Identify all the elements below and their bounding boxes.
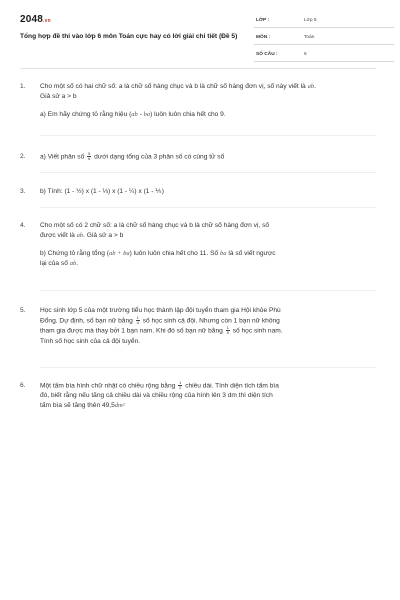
math-ab: ab <box>76 232 84 239</box>
question-body <box>40 82 376 120</box>
question-line: Cho một số có 2 chữ số: a là chữ số hàng chục và b là chữ số hàng đơn vị, số <box>40 222 270 229</box>
question-text: tấm bìa sẽ tăng thên 49,5 <box>40 402 115 410</box>
fraction <box>226 326 230 335</box>
question-number: 5. <box>20 307 26 314</box>
question-text: là số viết ngược <box>228 250 276 257</box>
logo-suffix: .vn <box>43 18 51 24</box>
meta-value: 6 <box>304 52 307 57</box>
question-line <box>40 249 376 259</box>
question-text: Đổng. Dự định, số bạn nữ bằng <box>40 317 133 325</box>
question-line <box>40 231 376 241</box>
numerator: 1 <box>136 315 139 320</box>
question-text: a) Viết phân số <box>40 153 85 161</box>
header-divider <box>20 68 376 69</box>
math-sum: ab + ba <box>108 250 130 257</box>
question-text: . Giả sử a > b <box>83 232 124 239</box>
denominator: 2 <box>179 385 182 390</box>
question-separator <box>40 172 376 173</box>
sub-question <box>40 249 376 269</box>
denominator: 4 <box>136 320 139 325</box>
question-text: dưới dạng tổng của 3 phân số có cùng tử số <box>94 153 225 161</box>
question-text: tham gia được mà thay bởi 1 bạn nam. Khi đó số bạn nữ bằng <box>40 327 223 335</box>
question-2 <box>20 152 376 162</box>
denominator: 5 <box>226 330 229 336</box>
meta-value: Lớp 5 <box>304 18 317 23</box>
question-line <box>40 259 376 269</box>
numerator: 5 <box>88 151 91 156</box>
question-line <box>40 326 376 336</box>
meta-row-count <box>254 48 394 62</box>
question-number: 4. <box>20 222 26 229</box>
question-separator <box>40 135 376 136</box>
question-text: . <box>76 260 79 267</box>
question-line <box>40 316 376 326</box>
question-number: 6. <box>20 382 26 389</box>
fraction <box>178 381 182 390</box>
question-5 <box>20 306 376 347</box>
question-6 <box>20 381 376 411</box>
question-text: b) Chứng tỏ rằng tổng ( <box>40 250 109 257</box>
math-ab: ab <box>307 83 315 90</box>
document-title: Tổng hợp đề thi vào lớp 6 môn Toán cực hay có lời giải chi tiết (Đề 5) <box>20 33 238 40</box>
fraction <box>87 152 91 161</box>
math-ba: ba <box>143 111 151 118</box>
header <box>20 14 380 62</box>
question-text: được viết là <box>40 232 75 239</box>
question-body <box>40 152 376 162</box>
math-ab: ab <box>131 111 138 118</box>
question-body <box>40 381 376 411</box>
question-body <box>40 306 376 347</box>
question-text: a) Em hãy chứng tỏ rằng hiệu ( <box>40 111 132 118</box>
question-separator <box>40 207 376 208</box>
question-text: Cho một số có hai chữ số: a là chữ số hàng chục và b là chữ số hàng đơn vị, số này viết là <box>40 83 306 90</box>
question-text: số học sinh cả đội. Nhưng còn 1 bạn nữ không <box>142 317 280 325</box>
question-separator <box>40 290 376 291</box>
question-text: ) luôn luôn chia hết cho 11. Số <box>129 250 219 257</box>
question-text: b) Tính: <box>40 188 63 195</box>
numerator: 1 <box>179 380 182 385</box>
math-ba: ba <box>220 250 227 257</box>
question-1 <box>20 82 376 120</box>
question-line <box>40 381 376 391</box>
question-line: đó, biết rằng nếu tăng cả chiều dài và chiều rộng của hình lên 3 dm thì diện tích <box>40 392 273 400</box>
meta-label: LỚP : <box>256 18 270 23</box>
logo-main: 2048 <box>20 14 44 25</box>
denominator: 6 <box>88 156 91 161</box>
question-4 <box>20 221 376 269</box>
question-number: 1. <box>20 83 26 90</box>
meta-label: MÔN : <box>256 35 271 40</box>
question-line: Cho một số có hai chữ số: a là chữ số hàng chục và b là chữ số hàng đơn vị, số này viết là ab. <box>40 83 316 90</box>
question-body <box>40 221 376 269</box>
site-logo[interactable] <box>20 14 51 25</box>
sub-question <box>40 110 376 120</box>
meta-row-grade <box>254 14 394 28</box>
question-text: Một tấm bìa hình chữ nhật có chiều rộng bằng <box>40 382 176 390</box>
math-operator: - <box>137 111 144 118</box>
meta-row-subject <box>254 31 394 45</box>
fraction <box>136 316 140 325</box>
question-line: Học sinh lớp 5 của một trường tiểu học thành lập đội tuyển tham gia Hội khỏe Phù <box>40 307 281 314</box>
question-3 <box>20 187 376 197</box>
question-text: lại của số <box>40 260 68 267</box>
math-ab: ab <box>69 260 77 267</box>
meta-label: SỐ CÂU : <box>256 52 278 57</box>
question-text: ) luôn luôn chia hết cho 9. <box>150 111 226 118</box>
question-number: 3. <box>20 188 26 195</box>
meta-value: Toán <box>304 35 315 40</box>
question-text: số học sinh nam. <box>232 327 283 335</box>
question-separator <box>40 367 376 368</box>
question-line: Tính số học sinh của cả đội tuyển. <box>40 337 141 345</box>
question-line <box>40 401 376 411</box>
meta-panel <box>254 14 394 65</box>
question-number: 2. <box>20 153 26 160</box>
math-unit: dm² <box>114 402 125 410</box>
question-text: chiều dài. Tính diện tích tấm bìa <box>185 382 279 390</box>
numerator: 1 <box>226 325 229 331</box>
math-expression: (1 - ½) x (1 - ⅓) x (1 - ¼) x (1 - ⅕) <box>64 188 164 195</box>
question-body <box>40 187 376 197</box>
question-line: Giả sử a > b <box>40 93 77 100</box>
